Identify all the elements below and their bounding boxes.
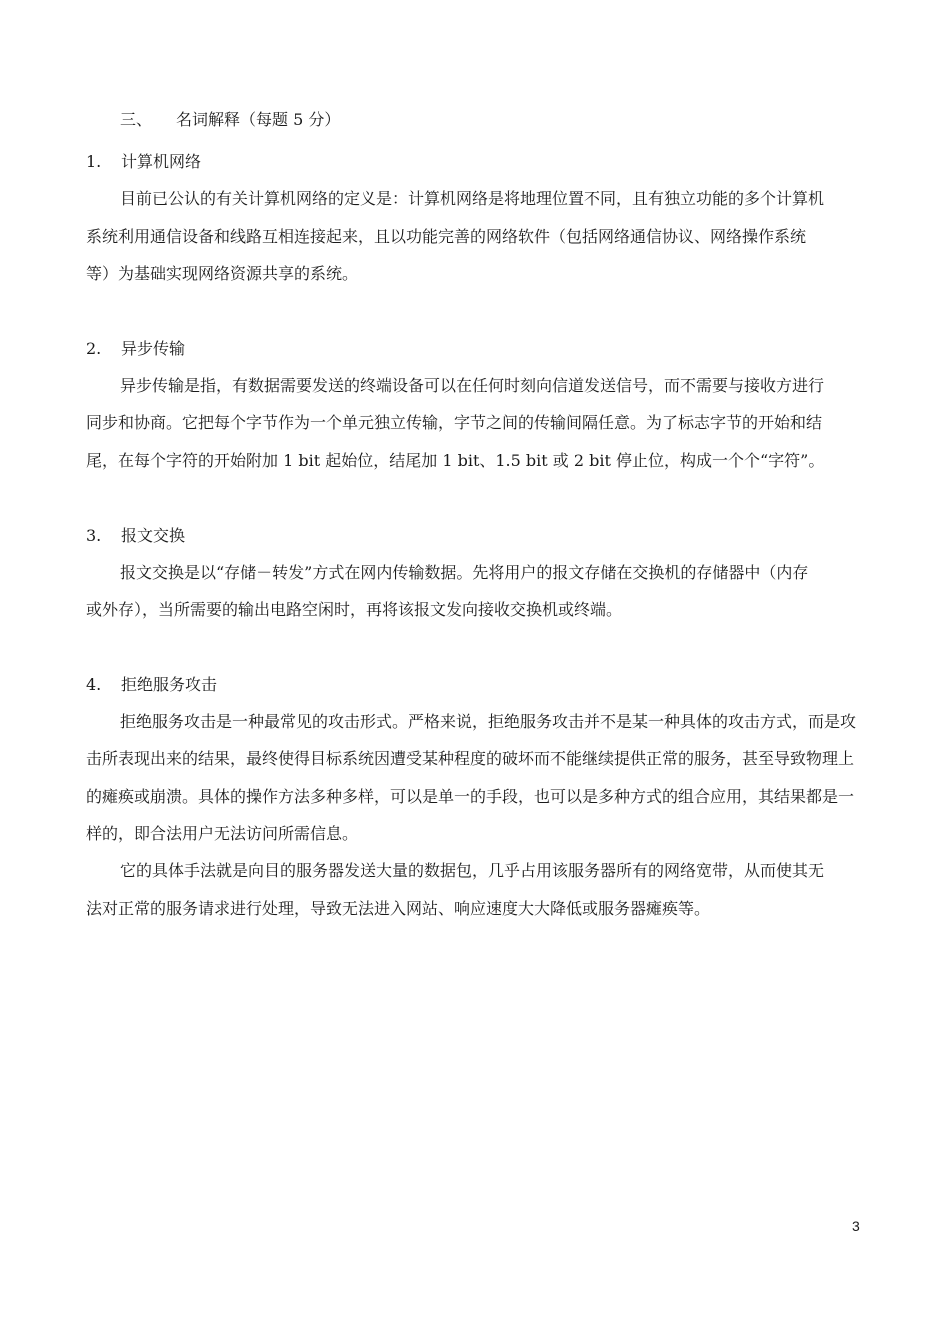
term-paragraph-line: 它的具体手法就是向目的服务器发送大量的数据包，几乎占用该服务器所有的网络宽带，从而使其无 [120, 861, 825, 880]
term-title [86, 150, 201, 174]
section-heading [120, 108, 340, 132]
term-paragraph-line: 目前已公认的有关计算机网络的定义是：计算机网络是将地理位置不同，且有独立功能的多个计算机 [120, 189, 825, 208]
term-name: 计算机网络 [121, 152, 202, 171]
term-index: 3. [86, 526, 102, 545]
term-paragraph-line: 样的，即合法用户无法访问所需信息。 [86, 824, 359, 843]
term-title [86, 337, 185, 361]
term-title [86, 673, 217, 697]
term-index: 2. [86, 339, 102, 358]
term-paragraph-line: 同步和协商。它把每个字节作为一个单元独立传输，字节之间的传输间隔任意。为了标志字节的开始和结 [86, 413, 823, 432]
page-number: 3 [852, 1218, 860, 1234]
term-index: 4. [86, 675, 102, 694]
term-paragraph-line: 尾，在每个字符的开始附加 1 bit 起始位，结尾加 1 bit、1.5 bit 或 2 bit 停止位，构成一个个“字符”。 [86, 451, 825, 470]
term-paragraph-line: 报文交换是以“存储－转发”方式在网内传输数据。先将用户的报文存储在交换机的存储器中（内存 [120, 563, 809, 582]
term-index: 1. [86, 152, 102, 171]
term-title [86, 524, 185, 548]
term-name: 拒绝服务攻击 [121, 675, 218, 694]
term-paragraph-line: 拒绝服务攻击是一种最常见的攻击形式。严格来说，拒绝服务攻击并不是某一种具体的攻击方式，而是攻 [120, 712, 857, 731]
term-paragraph-line: 异步传输是指，有数据需要发送的终端设备可以在任何时刻向信道发送信号，而不需要与接收方进行 [120, 376, 825, 395]
term-paragraph-line: 系统利用通信设备和线路互相连接起来，且以功能完善的网络软件（包括网络通信协议、网络操作系统 [86, 227, 807, 246]
term-paragraph-line: 的瘫痪或崩溃。具体的操作方法多种多样，可以是单一的手段，也可以是多种方式的组合应用，其结果都是一 [86, 787, 855, 806]
term-name: 报文交换 [121, 526, 186, 545]
section-number: 三、 [120, 110, 153, 129]
term-paragraph-line: 击所表现出来的结果，最终使得目标系统因遭受某种程度的破坏而不能继续提供正常的服务，甚至导致物理上 [86, 749, 855, 768]
term-paragraph-line: 或外存），当所需要的输出电路空闲时，再将该报文发向接收交换机或终端。 [86, 600, 623, 619]
term-name: 异步传输 [121, 339, 186, 358]
section-title: 名词解释（每题 5 分） [176, 110, 341, 129]
term-paragraph-line: 等）为基础实现网络资源共享的系统。 [86, 264, 359, 283]
term-paragraph-line: 法对正常的服务请求进行处理，导致无法进入网站、响应速度大大降低或服务器瘫痪等。 [86, 899, 711, 918]
